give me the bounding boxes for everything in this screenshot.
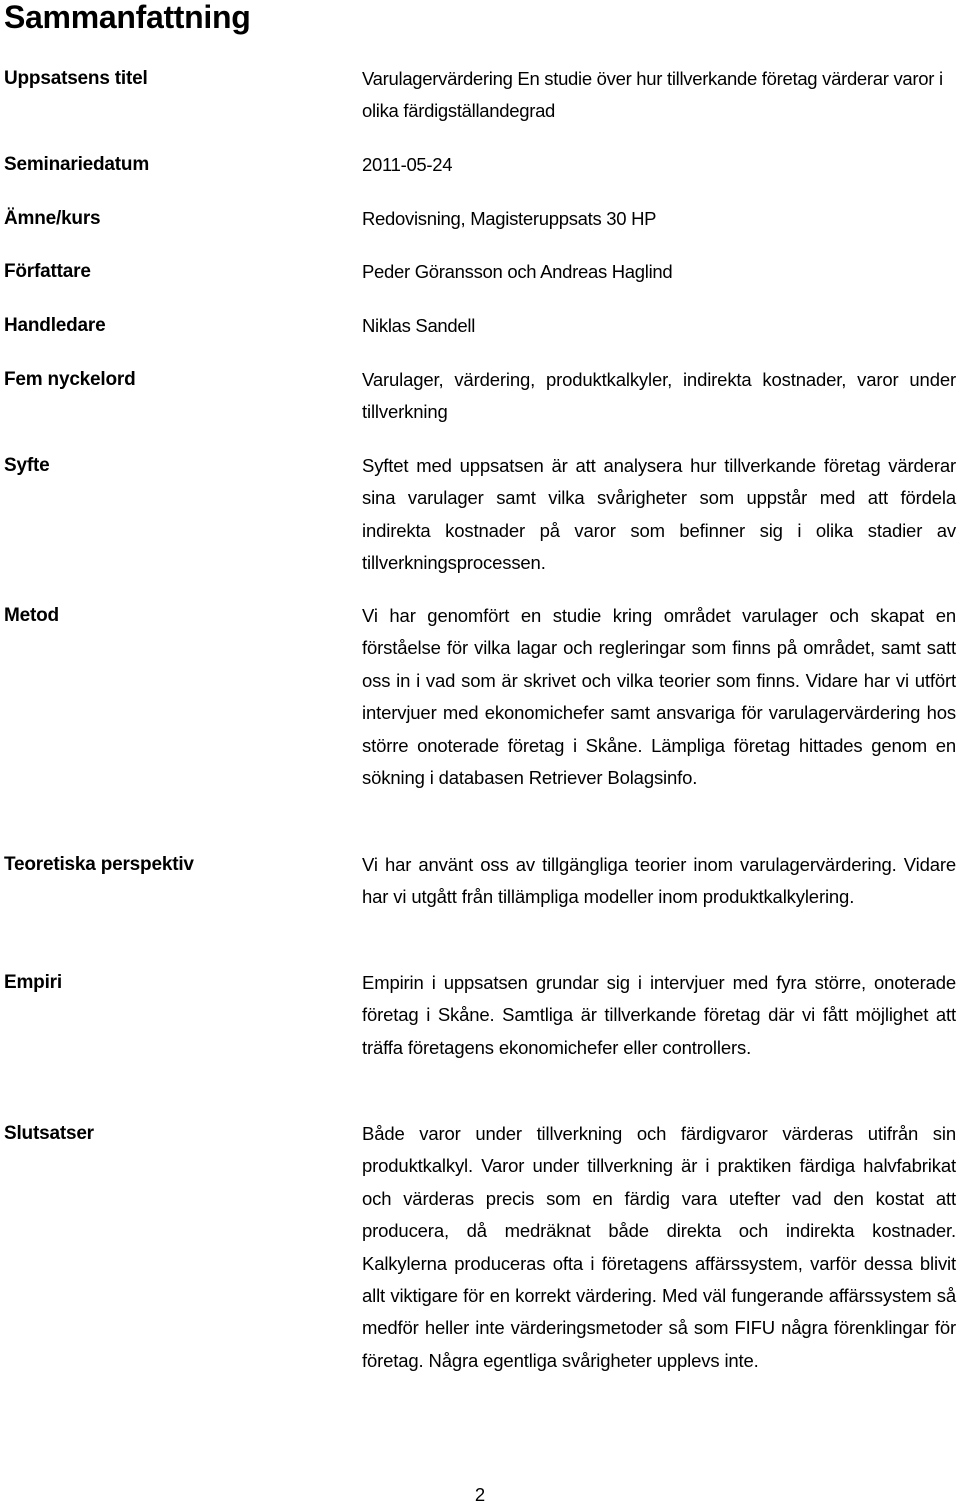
field-value: Vi har använt oss av tillgängliga teorier inom varulagervärdering. Vidare har vi utgått från tillämpliga modeller inom produktkalkylering. bbox=[362, 854, 956, 908]
field-label: Slutsatser bbox=[4, 1123, 94, 1144]
field-value: Vi har genomfört en studie kring området varulager och skapat en förståelse för vilka lagar och regleringar som finns på området, samt satt oss in i vad som är skrivet och vilka teorier som finns. Vidare har vi utfört intervjuer med ekonomichefer samt ansvariga för varulagervärdering hos större onoterade företag i Skåne. Lämpliga företag hittades genom en sökning i databasen Retriever Bolagsinfo. bbox=[362, 605, 956, 789]
field-value: Både varor under tillverkning och färdigvaror värderas utifrån sin produktkalkyl. Varor under tillverkning är i praktiken färdiga halvfabrikat och värderas precis som en färdig vara utefter vad den kostat att producera, då medräknat både direkta och indirekta kostnader. Kalkylerna produceras ofta i företagens affärssystem, varför dessa blivit allt viktigare för en korrekt värdering. Med väl fungerande affärssystem så medför heller inte värderingsmetoder så som FIFU några förenklingar för företag. Några egentliga svårigheter upplevs inte. bbox=[362, 1123, 956, 1371]
field-value: Niklas Sandell bbox=[362, 315, 476, 336]
field-label: Seminariedatum bbox=[4, 154, 150, 175]
field-value: Peder Göransson och Andreas Haglind bbox=[362, 261, 673, 282]
field-label: Fem nyckelord bbox=[4, 369, 136, 390]
field-value: Syftet med uppsatsen är att analysera hur tillverkande företag värderar sina varulager samt vilka svårigheter som uppstår med att fördela indirekta kostnader på varor som befinner sig i olika stadier av tillverkningsprocessen. bbox=[362, 455, 956, 574]
field-label: Teoretiska perspektiv bbox=[4, 854, 194, 875]
field-value: Empirin i uppsatsen grundar sig i intervjuer med fyra större, onoterade företag i Skåne. Samtliga är tillverkande företag där vi fått möjlighet att träffa företagens ekonomichefer eller controllers. bbox=[362, 972, 956, 1058]
field-value: Redovisning, Magisteruppsats 30 HP bbox=[362, 208, 657, 229]
field-label: Författare bbox=[4, 261, 91, 282]
field-label: Empiri bbox=[4, 972, 62, 993]
field-label: Ämne/kurs bbox=[4, 208, 101, 229]
field-value: 2011-05-24 bbox=[362, 154, 453, 175]
field-label: Uppsatsens titel bbox=[4, 68, 148, 89]
field-value: Varulager, värdering, produktkalkyler, indirekta kostnader, varor under tillverkning bbox=[362, 369, 956, 423]
field-label: Syfte bbox=[4, 455, 50, 476]
field-label: Handledare bbox=[4, 315, 106, 336]
field-label: Metod bbox=[4, 605, 59, 626]
field-value: Varulagervärdering En studie över hur tillverkande företag värderar varor i olika färdigställandegrad bbox=[362, 68, 943, 122]
page-title: Sammanfattning bbox=[4, 0, 251, 35]
page-number: 2 bbox=[474, 1484, 486, 1505]
